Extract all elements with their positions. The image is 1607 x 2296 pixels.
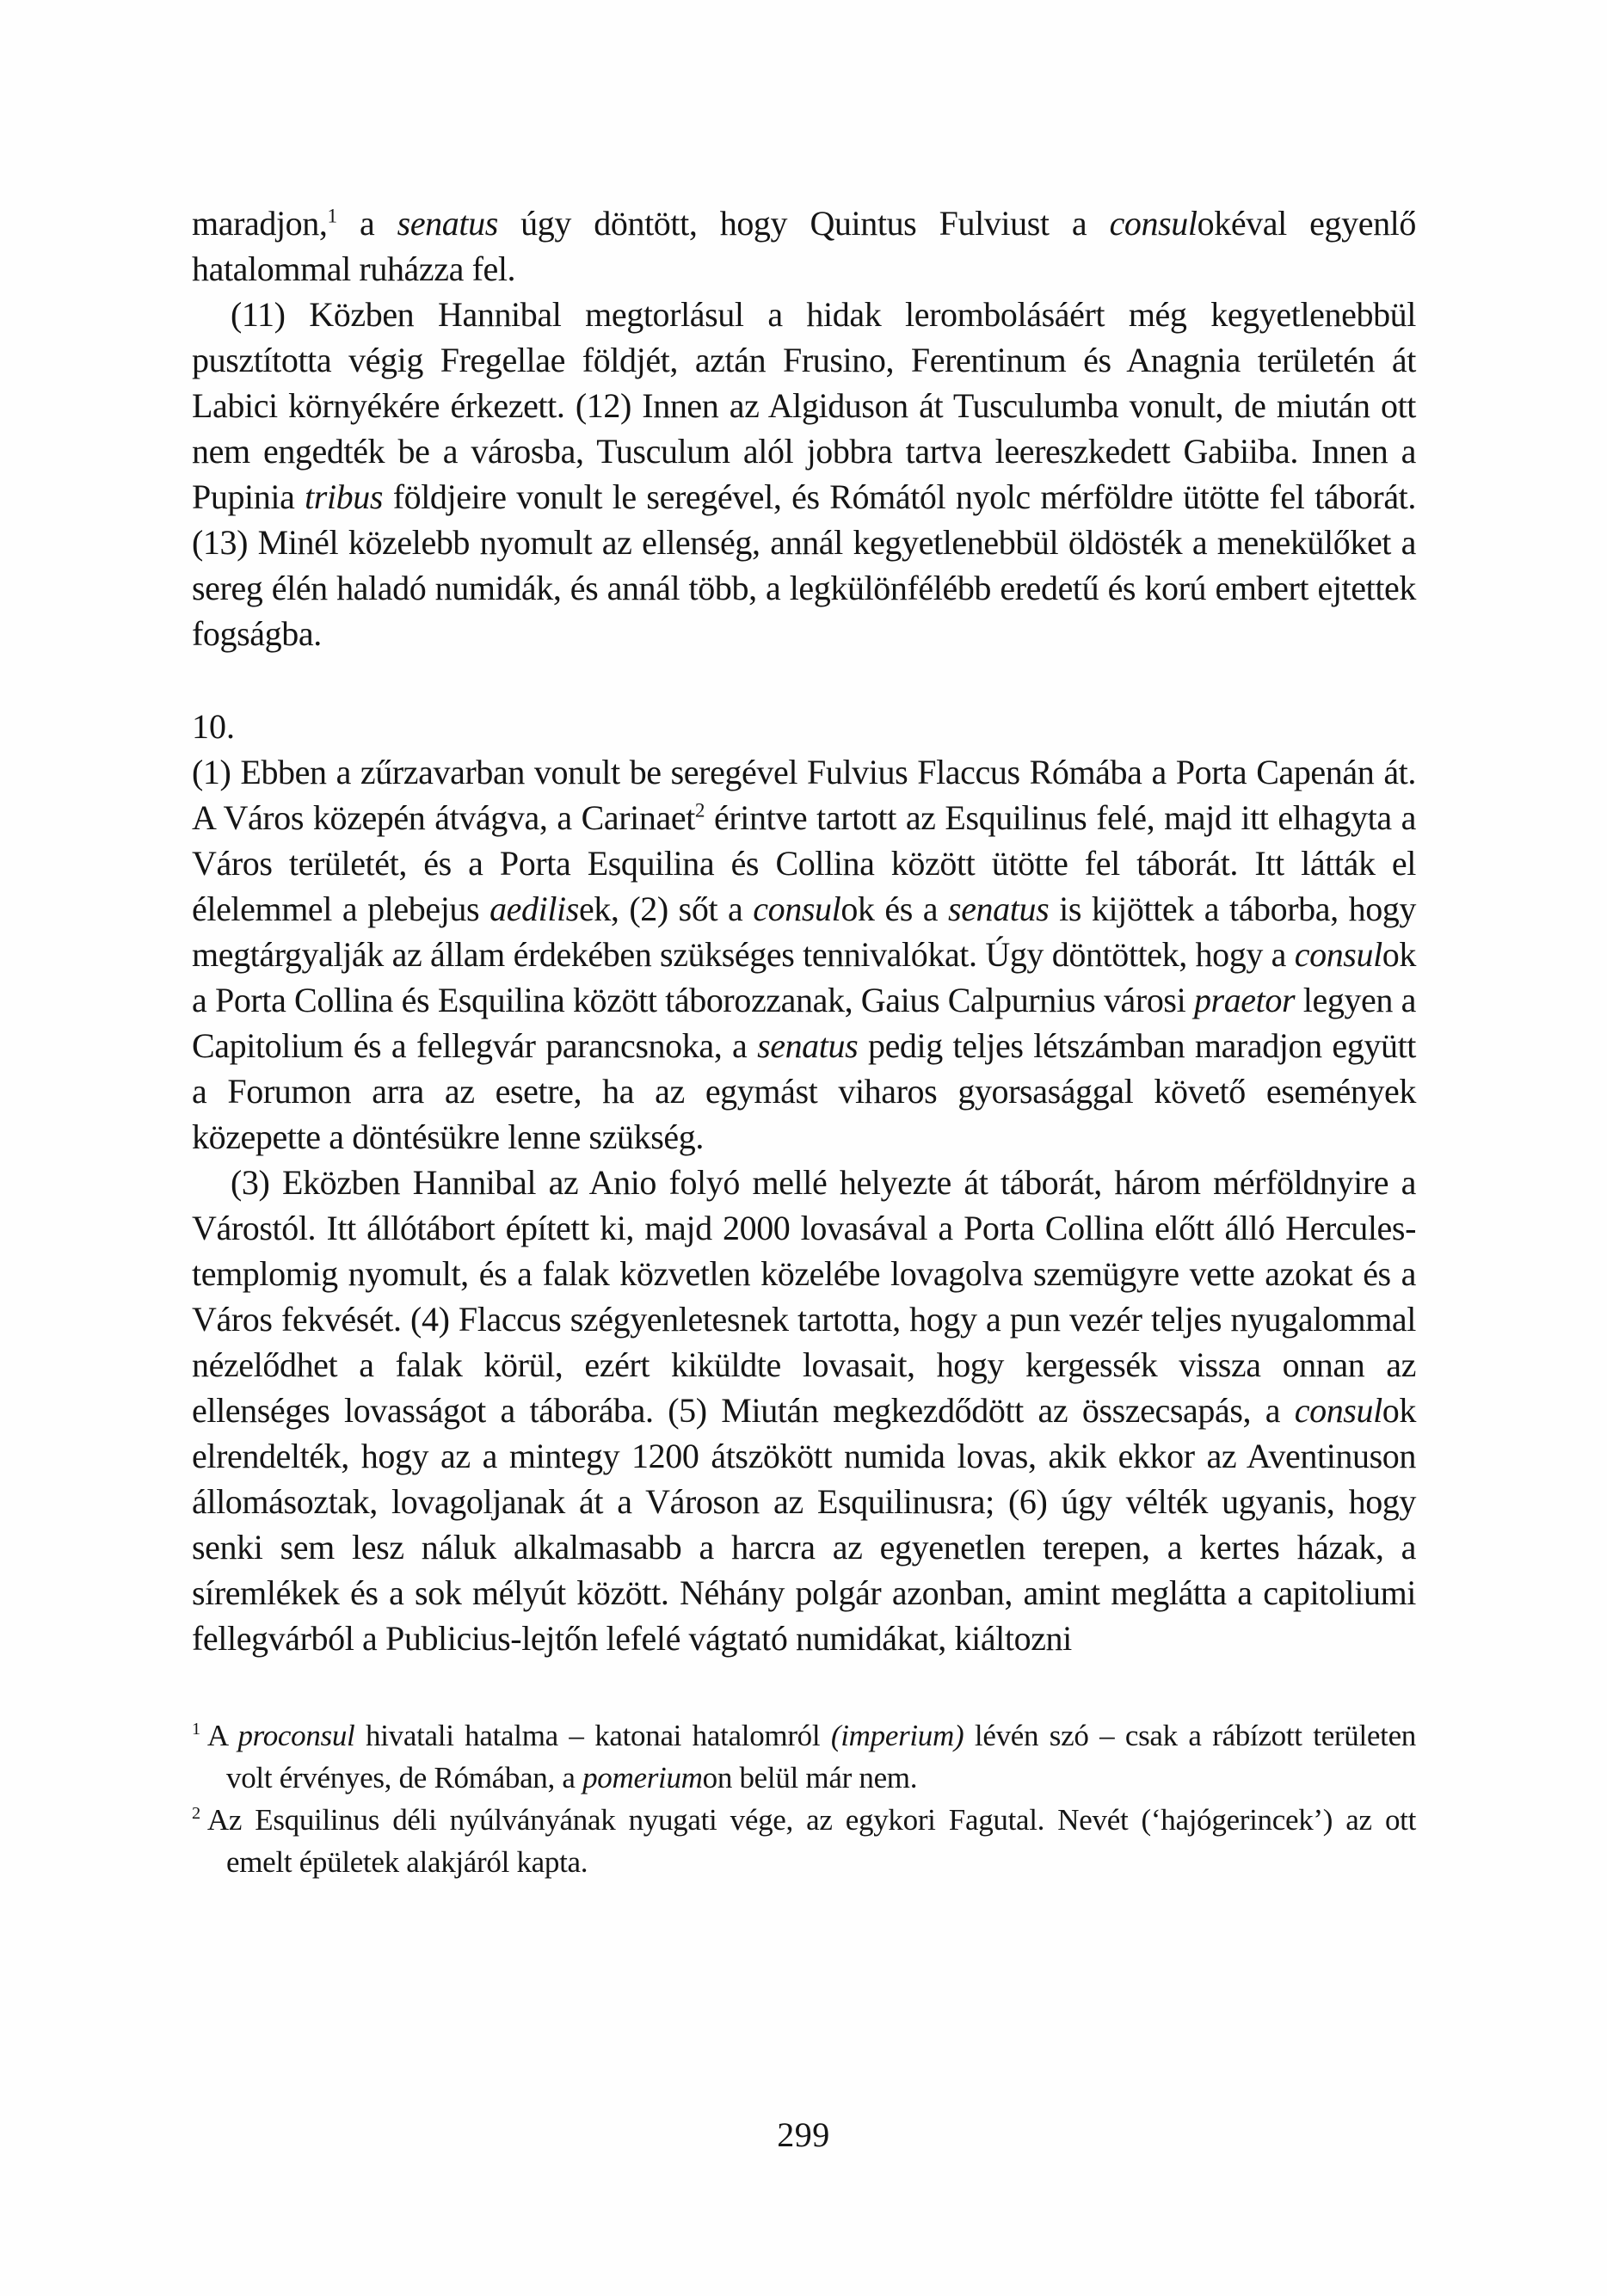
latin-term: praetor xyxy=(1193,981,1296,1019)
page-number: 299 xyxy=(777,2115,830,2154)
text-run: lévén szó – csak a rábízott területen volt érvényes, de Rómában, a xyxy=(226,1719,1417,1794)
text-run: úgy döntött, hogy Quintus Fulviust a xyxy=(497,204,1110,243)
text-run: pedig teljes létszámban maradjon együtt a Forumon arra az esetre, ha az egymást viharos gyorsasággal követő események közepette a döntésükre lenne szükség. xyxy=(192,1026,1416,1156)
section-heading: 10. xyxy=(192,707,235,746)
latin-term: proconsul xyxy=(237,1719,355,1752)
text-run: (3) Eközben Hannibal az Anio folyó mellé helyezte át táborát, három mérföldnyire a Várostól. Itt állótábort épített ki, majd 2000 lovasával a Porta Collina előtt álló Hercules-templomig nyomult, és a falak közvetlen közelébe lovagolva szemügyre vette azokat és a Város fekvését. (4) Flaccus szégyenletesnek tartotta, hogy a pun vezér teljes nyugalommal nézelődhet a falak körül, ezért kiküldte lovasait, hogy kergessék vissza onnan az ellenséges lovasságot a táborába. (5) Miután megkezdődött az összecsapás, a xyxy=(192,1163,1416,1430)
latin-term: tribus xyxy=(305,477,384,516)
text-run: a xyxy=(336,204,397,243)
latin-term: consul xyxy=(753,889,841,928)
latin-term: consul xyxy=(1294,1391,1382,1430)
text-run: legyen a Capitolium és a fellegvár parancsnoka, a xyxy=(192,981,1416,1065)
footnote-ref: 1 xyxy=(327,205,337,228)
latin-term: (imperium) xyxy=(830,1719,964,1752)
text-run: ok és a xyxy=(840,889,949,928)
paragraph xyxy=(192,292,1416,656)
latin-term: aedilis xyxy=(489,889,579,928)
text-run: ok a Porta Collina és Esquilina között táborozzanak, Gaius Calpurnius városi xyxy=(192,935,1416,1019)
text-run: ek, (2) sőt a xyxy=(578,889,754,928)
footnotes xyxy=(192,1714,1416,1883)
footnote-ref: 2 xyxy=(694,799,705,822)
footnote xyxy=(192,1799,1416,1883)
text-run: (1) Ebben a zűrzavarban vonult be seregével Fulvius Flaccus Rómába a Porta Capenán át. A Város közepén átvágva, a Carinaet xyxy=(192,753,1416,837)
latin-term: senatus xyxy=(757,1026,859,1065)
body-text xyxy=(192,200,1416,1661)
latin-term: senatus xyxy=(397,204,498,243)
paragraph xyxy=(192,1160,1416,1661)
text-run: érintve tartott az Esquilinus felé, majd itt elhagyta a Város területét, és a Porta Esquilina és Collina között ütötte fel táborát. Itt látták el élelemmel a plebejus xyxy=(192,798,1416,928)
footnote-marker: 2 xyxy=(192,1804,200,1824)
paragraph xyxy=(192,749,1416,1160)
latin-term: pomerium xyxy=(582,1761,703,1794)
footnote xyxy=(192,1714,1416,1799)
latin-term: consul xyxy=(1294,935,1382,974)
text-run: (11) Közben Hannibal megtorlásul a hidak lerombolásáért még kegyetlenebbül pusztította végig Fregellae földjét, aztán Frusino, Ferentinum és Anagnia területén át Labici környékére érkezett. (12) Innen az Algiduson át Tusculumba vonult, de miután ott nem engedték be a városba, Tusculum alól jobbra tartva leereszkedett Gabiiba. Innen a Pupinia xyxy=(192,295,1416,516)
paragraph xyxy=(192,200,1416,292)
text-run: A xyxy=(206,1719,238,1752)
latin-term: senatus xyxy=(948,889,1050,928)
text-run: ok elrendelték, hogy az a mintegy 1200 átszökött numida lovas, akik ekkor az Aventinuson állomásoztak, lovagoljanak át a Városon az Esquilinusra; (6) úgy vélték ugyanis, hogy senki sem lesz náluk alkalmasabb a harcra az egyenetlen terepen, a kertes házak, a síremlékek és a sok mélyút között. Néhány polgár azonban, amint meglátta a capitoliumi fellegvárból a Publicius-lejtőn lefelé vágtató numidákat, kiáltozni xyxy=(192,1391,1416,1658)
text-run: is kijöttek a táborba, hogy megtárgyalják az állam érdekében szükséges tennivalókat. Úgy döntöttek, hogy a xyxy=(192,889,1416,974)
text-run: Az Esquilinus déli nyúlványának nyugati vége, az egykori Fagutal. Nevét (‘hajógerincek’) az ott emelt épületek alakjáról kapta. xyxy=(206,1803,1416,1879)
latin-term: consul xyxy=(1109,204,1198,243)
text-run: földjeire vonult le seregével, és Rómától nyolc mérföldre ütötte fel táborát. (13) Minél közelebb nyomult az ellenség, annál kegyetlenebbül öldösték a menekülőket a sereg élén haladó numidák, és annál több, a legkülönfélébb eredetű és korú embert ejtettek fogságba. xyxy=(192,477,1416,653)
text-run: maradjon, xyxy=(192,204,328,243)
text-run: okéval egyenlő hatalommal ruházza fel. xyxy=(192,204,1416,288)
footnote-marker: 1 xyxy=(192,1720,200,1739)
text-run: hivatali hatalma – katonai hatalomról xyxy=(354,1719,831,1752)
text-run: on belül már nem. xyxy=(702,1761,918,1794)
